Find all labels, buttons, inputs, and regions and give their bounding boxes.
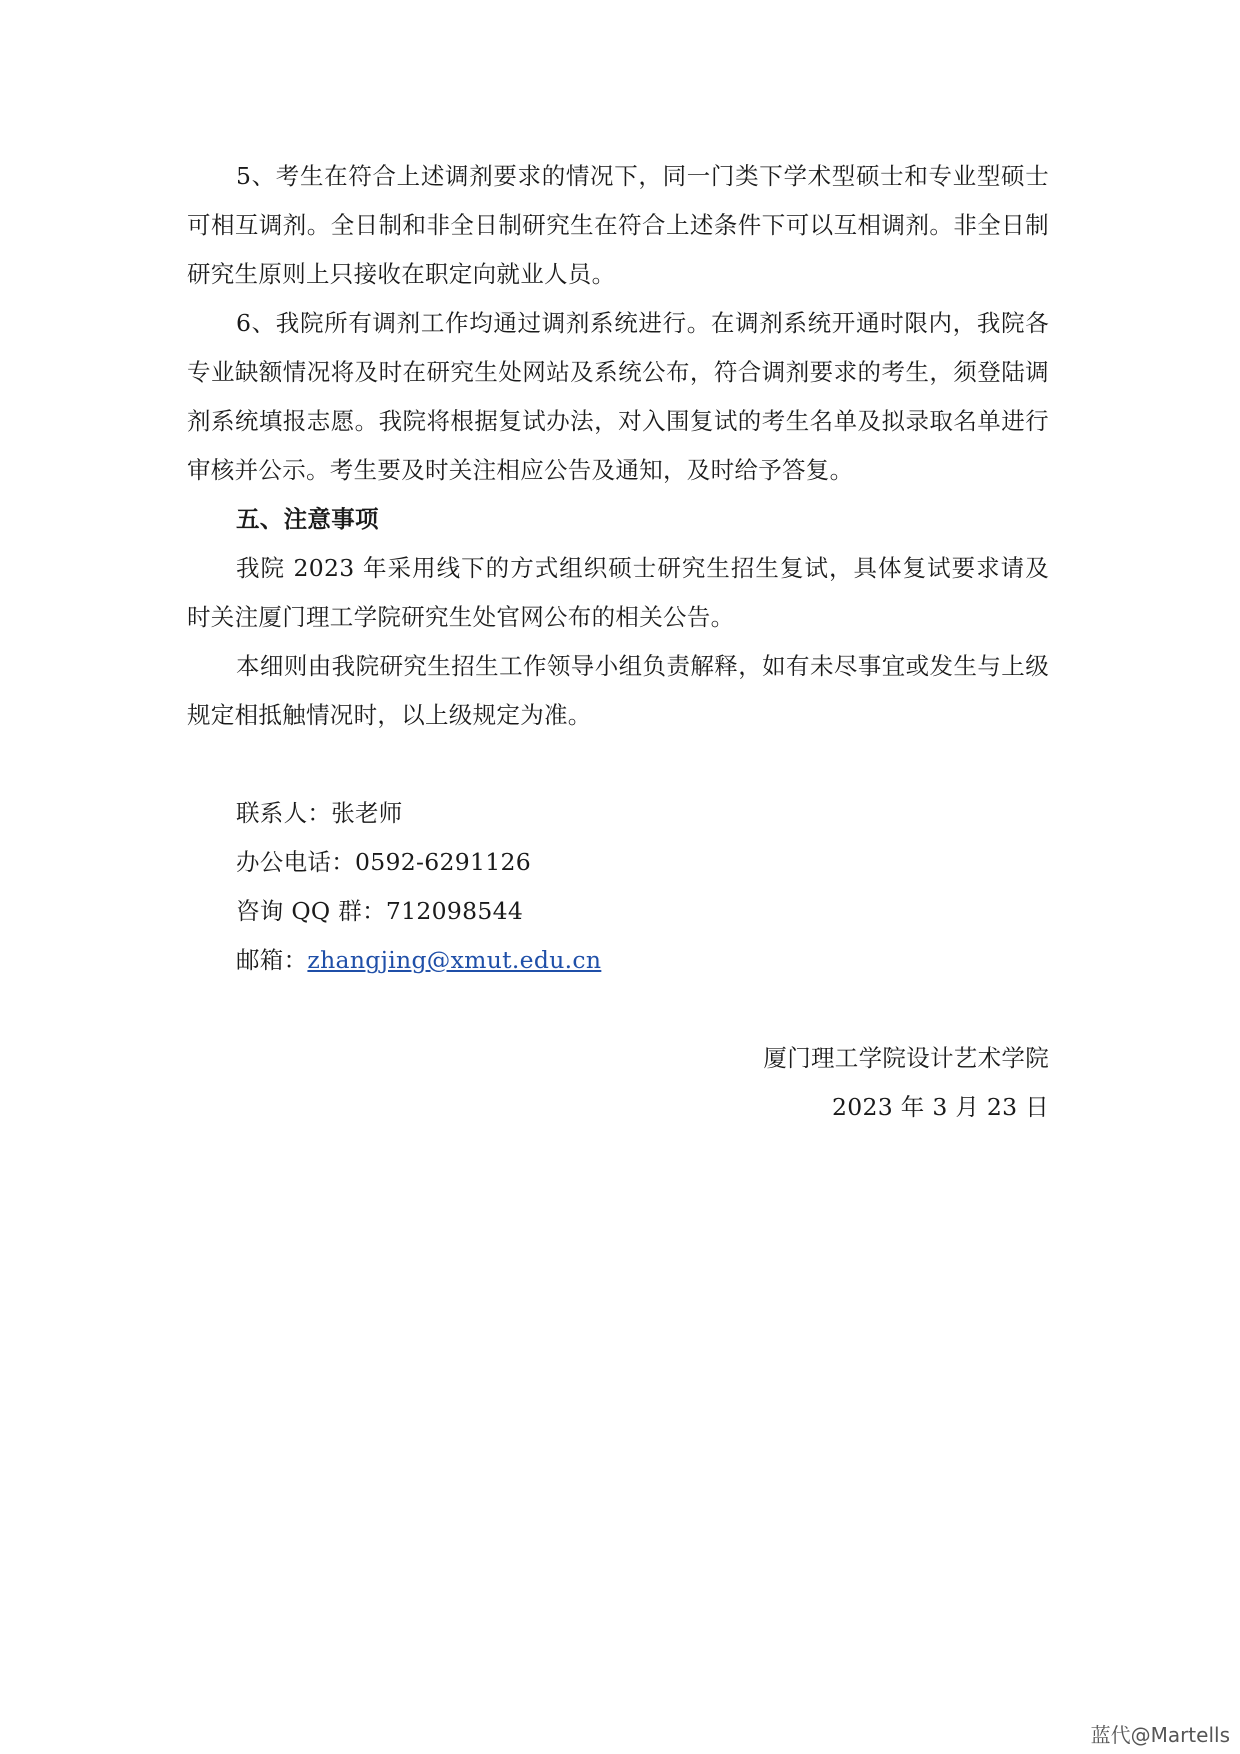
- contact-email-label: 邮箱：: [236, 946, 308, 974]
- document-body: [187, 152, 1049, 1132]
- paragraph-item-6: 6、我院所有调剂工作均通过调剂系统进行。在调剂系统开通时限内，我院各专业缺额情况将及时在研究生处网站及系统公布，符合调剂要求的考生，须登陆调剂系统填报志愿。我院将根据复试办法，对入围复试的考生名单及拟录取名单进行审核并公示。考生要及时关注相应公告及通知，及时给予答复。: [187, 309, 1049, 484]
- signature-org: 厦门理工学院设计艺术学院: [763, 1044, 1049, 1072]
- section-heading-notes: 五、注意事项: [236, 505, 379, 533]
- contact-email-link[interactable]: zhangjing@xmut.edu.cn: [307, 946, 602, 974]
- contact-phone: 办公电话：0592-6291126: [236, 848, 532, 876]
- paragraph-interpretation: 本细则由我院研究生招生工作领导小组负责解释，如有未尽事宜或发生与上级规定相抵触情况时，以上级规定为准。: [187, 652, 1049, 729]
- spacer: [187, 985, 1049, 1034]
- contact-block: [187, 789, 1049, 985]
- contact-email-line: [187, 936, 1049, 985]
- paragraph-retest-format: 我院 2023 年采用线下的方式组织硕士研究生招生复试，具体复试要求请及时关注厦门理工学院研究生处官网公布的相关公告。: [187, 554, 1049, 631]
- paragraph-item-5: 5、考生在符合上述调剂要求的情况下，同一门类下学术型硕士和专业型硕士可相互调剂。全日制和非全日制研究生在符合上述条件下可以互相调剂。非全日制研究生原则上只接收在职定向就业人员。: [187, 162, 1049, 288]
- signature-block: [187, 1034, 1049, 1132]
- contact-qq-group: 咨询 QQ 群：712098544: [236, 897, 524, 925]
- signature-date: 2023 年 3 月 23 日: [831, 1093, 1049, 1121]
- watermark-text: 蓝代@Martells: [1089, 1719, 1232, 1748]
- spacer: [187, 740, 1049, 789]
- contact-person: 联系人：张老师: [236, 799, 403, 827]
